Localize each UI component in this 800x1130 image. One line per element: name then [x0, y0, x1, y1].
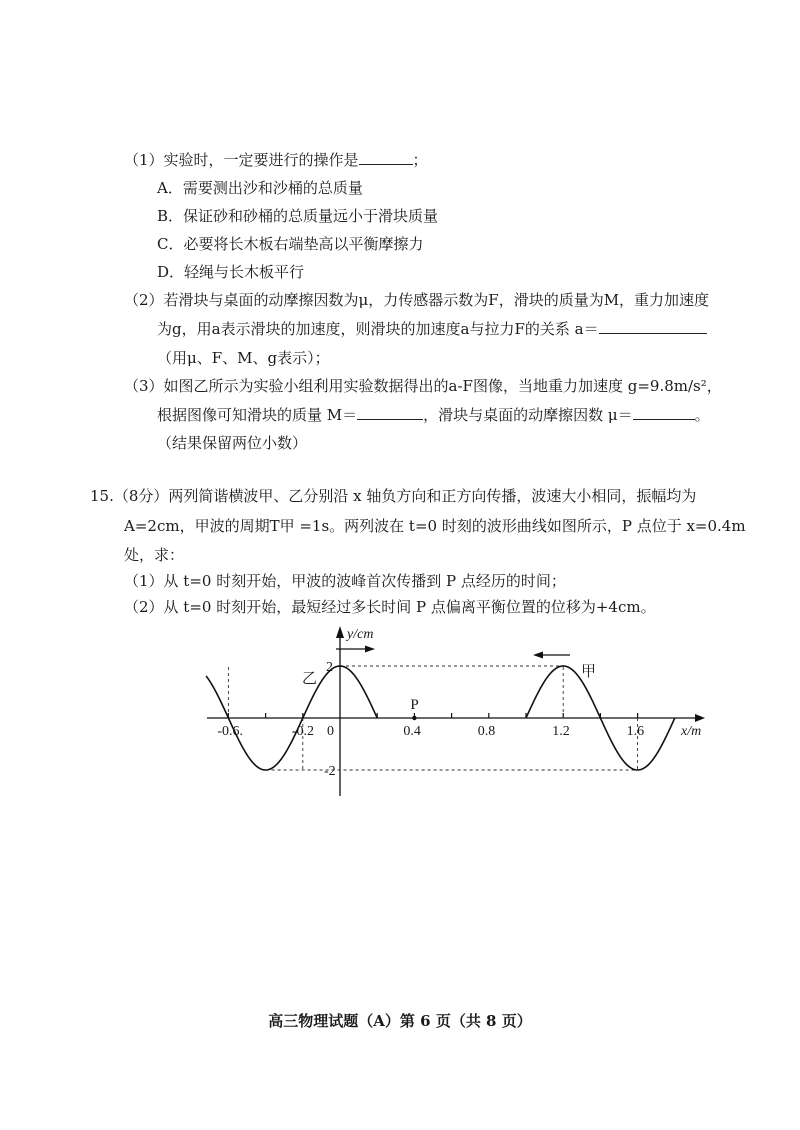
answer-blank-3[interactable] [357, 405, 423, 420]
q15-line1: 15.（8分）两列简谐横波甲、乙分别沿 x 轴负方向和正方向传播，波速大小相同，振幅均为 [90, 487, 697, 505]
q15-sub2: （2）从 t=0 时刻开始，最短经过多长时间 P 点偏离平衡位置的位移为+4cm。 [124, 598, 656, 616]
x-tick-label: 1.6 [626, 724, 645, 739]
wave-figure [195, 618, 715, 803]
yi-direction-arrow-head [365, 646, 375, 653]
chart-labels [302, 627, 701, 739]
jia-direction-arrow-head [533, 652, 543, 659]
q14-option-d: D．轻绳与长木板平行 [157, 263, 305, 281]
q14-part3-line2: 根据图像可知滑块的质量 M＝ ，滑块与桌面的动摩擦因数 μ＝ 。 [157, 406, 710, 424]
q15-line3: 处，求： [124, 546, 185, 564]
answer-blank-1[interactable] [359, 150, 413, 165]
direction-arrows [336, 646, 570, 659]
x-tick-label: -0.2 [291, 724, 314, 739]
q15-sub1: （1）从 t=0 时刻开始，甲波的波峰首次传播到 P 点经历的时间； [124, 572, 566, 590]
page-footer: 高三物理试题（A）第 6 页（共 8 页） [268, 1012, 532, 1030]
wave-jia-label: 甲 [581, 664, 597, 680]
y-axis-label: y/cm [347, 627, 374, 642]
y-tick-label: -2 [324, 764, 336, 779]
q14-part3-line1: （3）如图乙所示为实验小组利用实验数据得出的a-F图像，当地重力加速度 g=9.8m/s²， [124, 377, 722, 395]
x-tick-label: -0.6. [217, 724, 244, 739]
x-tick-label: 0 [327, 724, 334, 739]
q14-part2-line3: （用μ、F、M、g表示）； [157, 349, 330, 367]
q14-option-a: A．需要测出沙和沙桶的总质量 [157, 179, 363, 197]
x-tick-label: 1.2 [552, 724, 570, 739]
x-tick-label: 0.4 [403, 724, 421, 739]
x-axis-label: x/m [681, 724, 702, 739]
point-p-marker [412, 716, 416, 720]
q14-part1: （1）实验时，一定要进行的操作是 ； [124, 151, 428, 169]
point-p-label: P [410, 697, 419, 713]
q14-option-b: B．保证砂和砂桶的总质量远小于滑块质量 [157, 207, 439, 225]
x-tick-label: 0.8 [477, 724, 496, 739]
wave-yi-label: 乙 [302, 671, 318, 687]
answer-blank-4[interactable] [633, 405, 695, 420]
axes [207, 626, 705, 796]
q14-option-c: C．必要将长木板右端垫高以平衡摩擦力 [157, 235, 424, 253]
q14-part3-line3: （结果保留两位小数） [157, 434, 308, 452]
q15-line2: A=2cm，甲波的周期T甲 =1s。两列波在 t=0 时刻的波形曲线如图所示，P 点位于 x=0.4m [124, 517, 746, 535]
y-axis-arrow [336, 626, 344, 638]
x-axis-arrow [695, 714, 705, 722]
answer-blank-2[interactable] [599, 319, 707, 334]
q14-part2-line2: 为g，用a表示滑块的加速度，则滑块的加速度a与拉力F的关系 a＝ [157, 319, 707, 339]
q14-part2-line1: （2）若滑块与桌面的动摩擦因数为μ，力传感器示数为F，滑块的质量为M，重力加速度 [124, 291, 710, 309]
y-tick-label: 2 [326, 660, 333, 675]
